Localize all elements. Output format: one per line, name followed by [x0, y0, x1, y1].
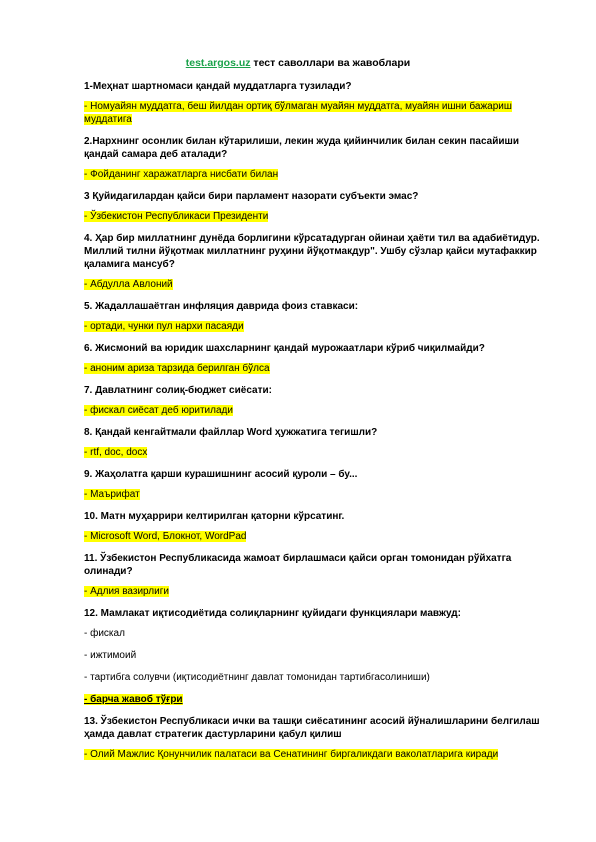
- option-12-3: - тартибга солувчи (иқтисодиётнинг давлат томонидан тартибгасолиниши): [84, 672, 430, 683]
- answer-9: - Маърифат: [84, 489, 140, 500]
- question-5: 5. Жадаллашаётган инфляция даврида фоиз ставкаси:: [84, 301, 359, 312]
- qa-list: [84, 80, 544, 770]
- question-9: 9. Жаҳолатга қарши курашишнинг асосий қуроли – бу...: [84, 469, 358, 480]
- answer-8: - rtf, doc, docx: [84, 447, 148, 458]
- answer-5: - ортади, чунки пул нархи пасаяди: [84, 321, 244, 332]
- answer-13: - Олий Мажлис Қонунчилик палатаси ва Сенатининг биргаликдаги ваколатларига киради: [84, 749, 499, 760]
- question-3: 3 Қуйидагилардан қайси бири парламент назорати субъекти эмас?: [84, 191, 419, 202]
- question-1: 1-Меҳнат шартномаси қандай муддатларга тузилади?: [84, 81, 352, 92]
- page-title: [0, 57, 596, 69]
- site-link[interactable]: test.argos.uz: [185, 57, 251, 69]
- question-7: 7. Давлатнинг солиқ-бюджет сиёсати:: [84, 385, 272, 396]
- answer-10: - Microsoft Word, Блокнот, WordPad: [84, 531, 247, 542]
- option-12-2: - ижтимоий: [84, 650, 137, 661]
- question-6: 6. Жисмоний ва юридик шахсларнинг қандай мурожаатлари кўриб чиқилмайди?: [84, 343, 485, 354]
- question-10: 10. Матн муҳаррири келтирилган қаторни кўрсатинг.: [84, 511, 345, 522]
- answer-1: - Номуайян муддатга, беш йилдан ортиқ бўлмаган муайян муддатга, муайян ишни бажариш муддатига: [84, 101, 512, 125]
- title-text: тест саволлари ва жавоблари: [250, 57, 411, 69]
- answer-4: - Абдулла Авлоний: [84, 279, 173, 290]
- option-12-1: - фискал: [84, 628, 125, 639]
- answer-12: - барча жавоб тўғри: [84, 694, 183, 705]
- question-11: 11. Ўзбекистон Республикасида жамоат бирлашмаси қайси орган томонидан рўйхатга олинади?: [84, 553, 512, 577]
- answer-7: - фискал сиёсат деб юритилади: [84, 405, 233, 416]
- answer-2: - Фойданинг харажатларга нисбати билан: [84, 169, 279, 180]
- answer-6: - аноним ариза тарзида берилган бўлса: [84, 363, 270, 374]
- question-8: 8. Қандай кенгайтмали файллар Word ҳужжатига тегишли?: [84, 427, 378, 438]
- question-12: 12. Мамлакат иқтисодиётида солиқларнинг қуйидаги функциялари мавжуд:: [84, 608, 461, 619]
- question-2: 2.Нархнинг осонлик билан кўтарилиши, лекин жуда қийинчилик билан секин пасайиши қандай самара деб аталади?: [84, 136, 520, 160]
- answer-11: - Адлия вазирлиги: [84, 586, 169, 597]
- question-13: 13. Ўзбекистон Республикаси ички ва ташқи сиёсатининг асосий йўналишларини белгилаш ҳамда давлат стратегик дастурларини қабул қилиш: [84, 716, 540, 740]
- answer-3: - Ўзбекистон Республикаси Президенти: [84, 211, 269, 222]
- question-4: 4. Ҳар бир миллатнинг дунёда борлигини кўрсатадурган ойинаи ҳаёти тил ва адабиётидур. Миллий тилни йўқотмак миллатнинг руҳини йўқотмакдур". Ушбу сўзлар қайси мутафаккир қаламига мансуб?: [84, 233, 540, 270]
